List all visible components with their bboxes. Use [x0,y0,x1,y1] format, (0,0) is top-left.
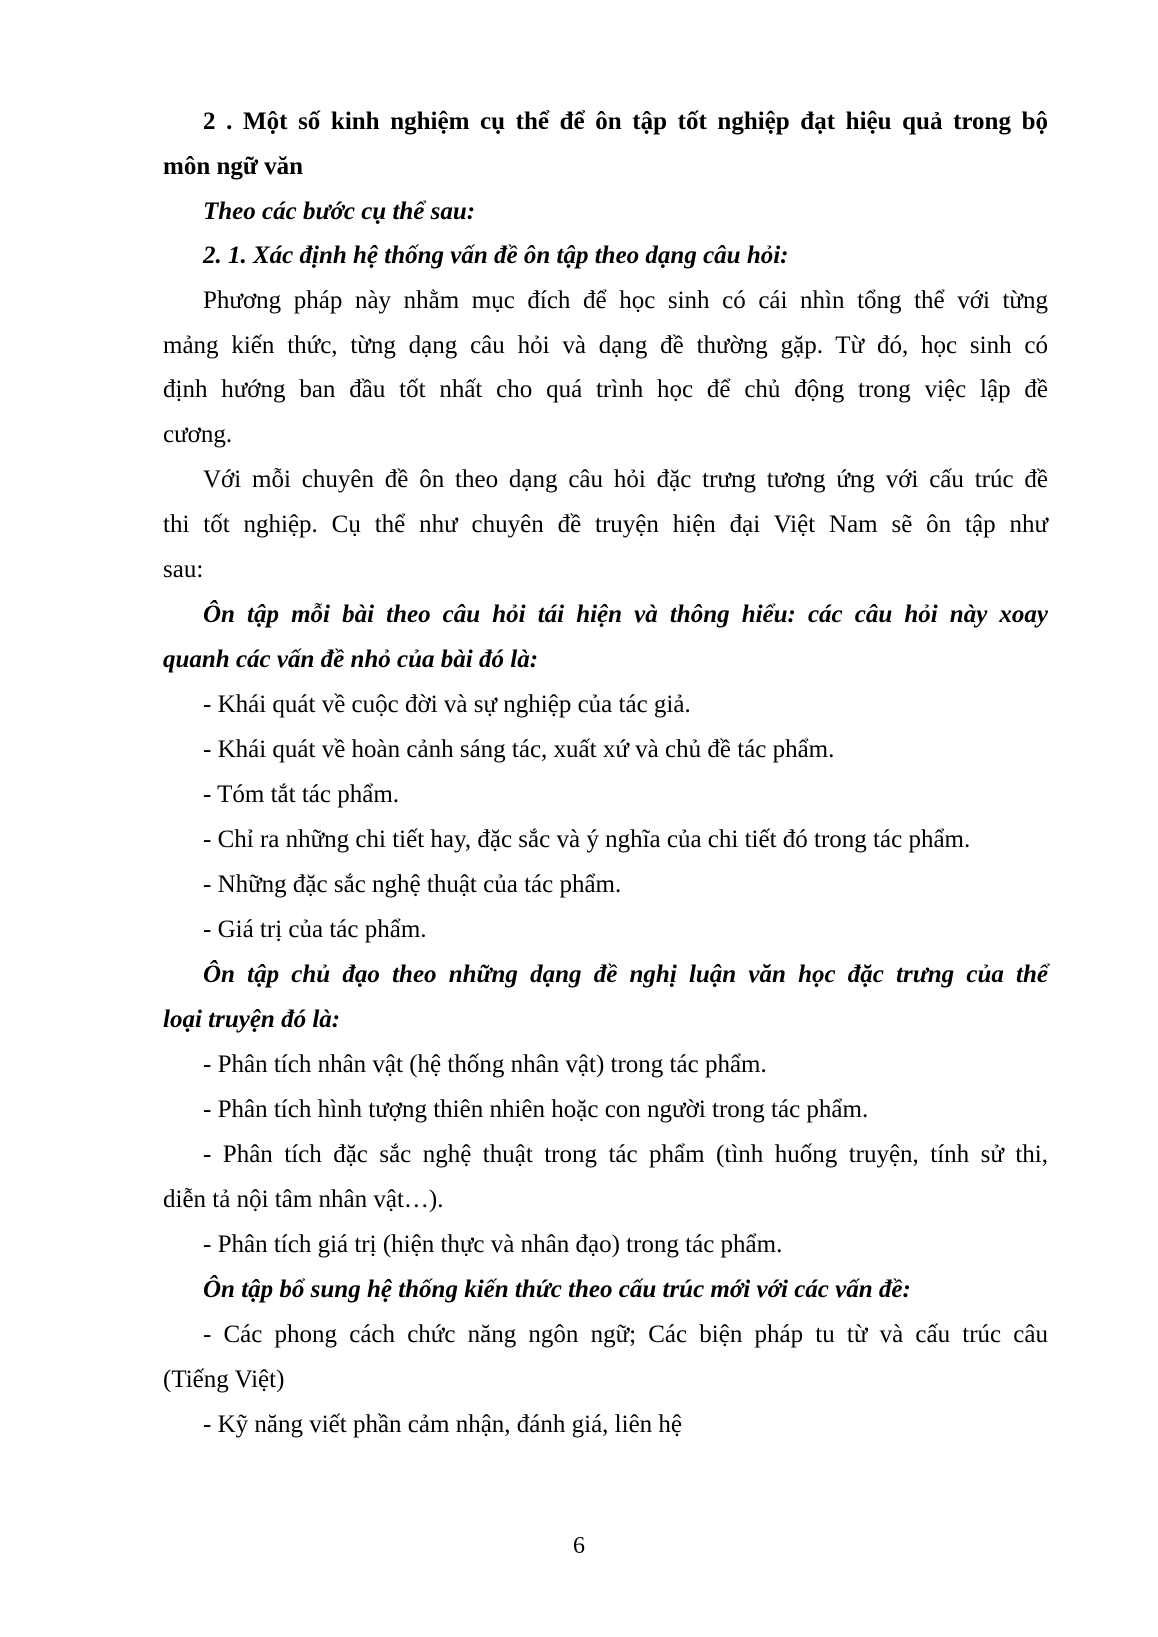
paragraph-1-line-3: định hướng ban đầu tốt nhất cho quá trình học để chủ động trong việc lập đề [163,376,1048,403]
paragraph-2-line-1: Với mỗi chuyên đề ôn theo dạng câu hỏi đặc trưng tương ứng với cấu trúc đề [203,466,1048,493]
steps-intro: Theo các bước cụ thể sau: [203,198,476,225]
paragraph-1-line-2: mảng kiến thức, từng dạng câu hỏi và dạng đề thường gặp. Từ đó, học sinh có [163,332,1048,359]
group-3-item-1-line-1: - Các phong cách chức năng ngôn ngữ; Các biện pháp tu từ và cấu trúc câu [203,1321,1048,1348]
group-1-item: - Giá trị của tác phẩm. [203,916,427,943]
group-1-title-line-1: Ôn tập mỗi bài theo câu hỏi tái hiện và thông hiểu: các câu hỏi này xoay [203,601,1048,628]
section-heading-line-2: môn ngữ văn [163,153,304,180]
group-1-item: - Chỉ ra những chi tiết hay, đặc sắc và ý nghĩa của chi tiết đó trong tác phẩm. [203,826,971,853]
group-3-title: Ôn tập bổ sung hệ thống kiến thức theo cấu trúc mới với các vấn đề: [203,1276,911,1303]
group-2-item-3-line-1: - Phân tích đặc sắc nghệ thuật trong tác phẩm (tình huống truyện, tính sử thi, [203,1141,1048,1168]
group-2-item: - Phân tích hình tượng thiên nhiên hoặc con người trong tác phẩm. [203,1096,869,1123]
page-number: 6 [573,1533,585,1559]
group-2-item-3-line-2: diễn tả nội tâm nhân vật…). [163,1186,444,1213]
group-1-item: - Những đặc sắc nghệ thuật của tác phẩm. [203,871,622,898]
group-2-title-line-1: Ôn tập chủ đạo theo những dạng đề nghị luận văn học đặc trưng của thể [203,961,1048,988]
section-heading-line-1: 2 . Một số kinh nghiệm cụ thể để ôn tập tốt nghiệp đạt hiệu quả trong bộ [203,108,1048,135]
paragraph-1-line-4: cương. [163,421,233,448]
group-1-item: - Khái quát về hoàn cảnh sáng tác, xuất xứ và chủ đề tác phẩm. [203,736,835,763]
group-1-title-line-2: quanh các vấn đề nhỏ của bài đó là: [163,646,539,673]
group-3-item-2: - Kỹ năng viết phần cảm nhận, đánh giá, liên hệ [203,1411,683,1438]
paragraph-2-line-2: thi tốt nghiệp. Cụ thể như chuyên đề truyện hiện đại Việt Nam sẽ ôn tập như [163,511,1048,538]
group-3-item-1-line-2: (Tiếng Việt) [163,1366,285,1393]
paragraph-1-line-1: Phương pháp này nhằm mục đích để học sinh có cái nhìn tổng thể với từng [203,287,1048,314]
subheading: 2. 1. Xác định hệ thống vấn đề ôn tập theo dạng câu hỏi: [203,242,789,269]
group-2-item: - Phân tích giá trị (hiện thực và nhân đạo) trong tác phẩm. [203,1231,783,1258]
paragraph-2-line-3: sau: [163,556,204,583]
group-2-item: - Phân tích nhân vật (hệ thống nhân vật) trong tác phẩm. [203,1051,767,1078]
group-1-item: - Khái quát về cuộc đời và sự nghiệp của tác giả. [203,691,691,718]
group-2-title-line-2: loại truyện đó là: [163,1006,341,1033]
group-1-item: - Tóm tắt tác phẩm. [203,781,400,808]
